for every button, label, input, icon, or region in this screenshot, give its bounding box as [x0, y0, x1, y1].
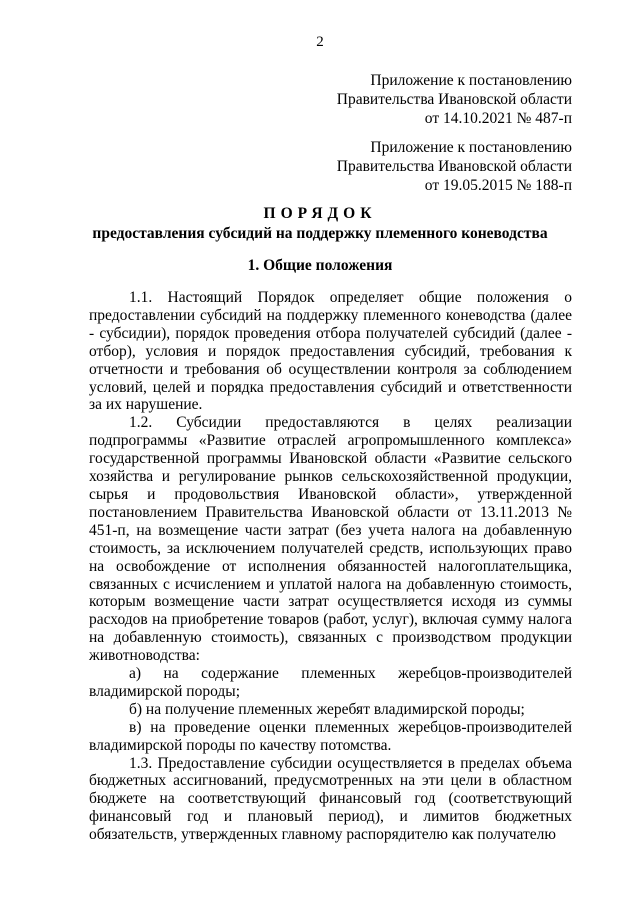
- document-title: ПОРЯДОК: [263, 205, 377, 222]
- paragraph-1-1: 1.1. Настоящий Порядок определяет общие положения о предоставлении субсидий на поддержку племенного коневодства (далее - субсидии), порядок проведения отбора получателей субсидий (далее - отбор), условия и порядок предоставления субсидий, требования к отчетности и требования об осуществлении контроля за соблюдением условий, целей и порядка предоставления субсидий и ответственности за их нарушение.: [89, 289, 572, 414]
- list-item-a: а) на содержание племенных жеребцов-производителей владимирской породы;: [89, 665, 572, 700]
- page-number: 2: [316, 34, 324, 50]
- appendix-header-current: [337, 71, 572, 128]
- appendix-line: Приложение к постановлению: [370, 139, 572, 156]
- list-item-b: б) на получение племенных жеребят владимирской породы;: [129, 700, 525, 718]
- appendix-line: Приложение к постановлению: [370, 72, 572, 89]
- paragraph-1-2: 1.2. Субсидии предоставляются в целях реализации подпрограммы «Развитие отраслей агропромышленного комплекса» государственной программы Ивановской области «Развитие сельского хозяйства и регулирование рынков сельскохозяйственной продукции, сырья и продовольствия Ивановской области», утвержденной постановлением Правительства Ивановской области от 13.11.2013 № 451-п, на возмещение части затрат (без учета налога на добавленную стоимость, за исключением получателей средств, использующих право на освобождение от исполнения обязанностей налогоплательщика, связанных с исчислением и уплатой налога на добавленную стоимость, которым возмещение части затрат осуществляется исходя из суммы расходов на приобретение товаров (работ, услуг), включая сумму налога на добавленную стоимость), связанных с производством продукции животноводства:: [89, 414, 572, 665]
- appendix-line: Правительства Ивановской области: [336, 158, 572, 175]
- appendix-header-original: [337, 138, 572, 195]
- section-heading: 1. Общие положения: [247, 257, 393, 274]
- appendix-line: Правительства Ивановской области: [336, 91, 572, 108]
- appendix-line: от 19.05.2015 № 188-п: [424, 177, 572, 194]
- paragraph-1-3: 1.3. Предоставление субсидии осуществляется в пределах объема бюджетных ассигнований, предусмотренных на эти цели в областном бюджете на соответствующий финансовый год (соответствующий финансовый год и плановый период), и лимитов бюджетных обязательств, утвержденных главному распорядителю как получателю: [89, 754, 572, 844]
- list-item-c: в) на проведение оценки племенных жеребцов-производителей владимирской породы по качеству потомства.: [89, 718, 572, 754]
- appendix-line: от 14.10.2021 № 487-п: [424, 110, 572, 127]
- document-body: [89, 289, 572, 844]
- document-subtitle: предоставления субсидий на поддержку племенного коневодства: [92, 225, 548, 242]
